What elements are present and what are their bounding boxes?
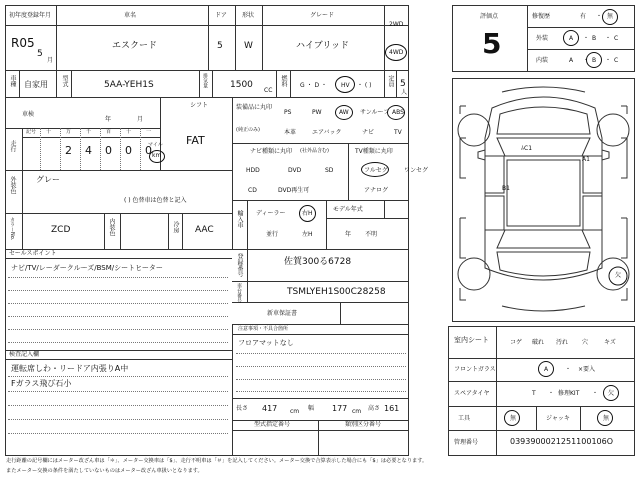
- first-reg-label: 初年度登録年月: [9, 12, 52, 19]
- registration-number: 佐賀300る6728: [284, 257, 352, 267]
- width-value: 177: [332, 404, 348, 413]
- length-value: 417: [262, 404, 278, 413]
- handle-left: 左H: [302, 231, 313, 238]
- damage-mark-1: ﾑC1: [521, 145, 533, 152]
- spare-label: スペアタイヤ: [454, 390, 490, 397]
- grade-label: グレード: [310, 12, 335, 19]
- tools-none-circle: [504, 410, 520, 426]
- glass-replace: ×要入: [578, 366, 596, 373]
- import-parallel: 並行: [266, 231, 279, 238]
- fuel-options: G ・ D ・: [300, 82, 327, 89]
- import-label: 輸入車: [236, 210, 243, 228]
- mileage-digit-2: 0: [105, 144, 112, 157]
- repair-label: 修復歴: [532, 13, 551, 20]
- score-label: 評価点: [480, 13, 499, 20]
- exterior-grade-4: C: [614, 35, 619, 42]
- mgmt-number: 0393900021251100106O: [510, 437, 614, 446]
- mileage-digit-1: 4: [85, 144, 92, 157]
- interior-grade-4: C: [614, 57, 619, 64]
- damage-mark-2: A1: [582, 156, 590, 163]
- displacement: 1500: [230, 80, 253, 90]
- inspector-line-1: 運転席しわ・リードア内張りA中: [11, 364, 129, 373]
- sales-point-label: セールスポイント: [9, 250, 57, 257]
- nav-title: ナビ種類に丸印: [250, 148, 293, 155]
- displacement-label: 排気量: [202, 73, 208, 88]
- tv-item-0: フルセグ: [364, 167, 388, 174]
- repair-sep: ・: [596, 13, 603, 20]
- new-warranty: 新車保証書: [267, 310, 298, 317]
- model-year-unit: 年: [345, 231, 352, 238]
- nav-item-b-1: DVD再生可: [278, 187, 310, 194]
- km-circle: [149, 150, 165, 163]
- seat-item-0: コゲ: [510, 339, 523, 346]
- handle-right: 右H: [302, 210, 313, 217]
- equipment-item-0: PS: [284, 109, 292, 116]
- model-year-label: モデル年式: [333, 206, 363, 213]
- spare-missing-circle: [603, 385, 619, 401]
- caution-label: 注意事項・不具合箇所: [238, 326, 289, 332]
- fuel-selected: HV: [341, 82, 350, 89]
- doors-label: ドア: [215, 12, 227, 19]
- class-number-label: 類別区分番号: [345, 421, 382, 428]
- fuel-other: ・ ( ): [357, 82, 372, 89]
- inspection-month: 月: [137, 116, 144, 123]
- equipment-item-b-0: 本革: [284, 129, 297, 136]
- jack-label: ジャッキ: [546, 415, 570, 422]
- model-year-unknown: 不明: [365, 231, 378, 238]
- equipment-item-3: サンルーフ: [360, 109, 390, 116]
- footer-note-1: 走行距離の記号欄にはメーター改ざん車は「＊」、メーター交換車は「$」、走行不明車は「＃」を記入してください。メーター交換で合算表示した場合にも「$」は必要となります。: [6, 458, 428, 464]
- car-name-label: 車名: [124, 12, 137, 19]
- drive-4wd-circle: [385, 44, 407, 61]
- seats-label: 室内シート: [454, 336, 489, 344]
- month-unit: 月: [47, 57, 54, 64]
- mileage-digit-3: 0: [125, 144, 132, 157]
- usage-label: 車種: [9, 75, 16, 87]
- fuel-hv-circle: [335, 76, 355, 93]
- glass-a-circle: [538, 361, 554, 377]
- chassis-label: 車台番号: [236, 283, 242, 303]
- spare-kit: 修理KIT: [558, 390, 580, 397]
- capacity-label: 定員: [387, 75, 394, 87]
- height-label: 高さ: [368, 405, 381, 412]
- interior-grade-3: ・: [605, 57, 612, 64]
- first-reg-month: 5: [37, 49, 43, 59]
- equipment-item-2: AW: [339, 109, 349, 116]
- interior-b-circle: [586, 52, 602, 68]
- import-dealer: ディーラー: [256, 210, 286, 217]
- mileage-unit-0: 記号: [26, 129, 37, 135]
- repaint-note: ( ) 色替車は色替と記入: [124, 197, 187, 204]
- model: 5AA-YEH1S: [104, 80, 154, 90]
- width-unit: cm: [352, 408, 362, 415]
- tv-title: TV種類に丸印: [355, 148, 393, 155]
- interior-color-label: 内装色: [108, 218, 115, 236]
- caution-text: フロアマットなし: [238, 339, 294, 347]
- seat-item-4: キズ: [604, 339, 616, 346]
- fuel-label: 燃料: [280, 75, 287, 87]
- equipment-subtitle: (純正のみ): [236, 127, 260, 133]
- glass-a: A: [544, 366, 549, 373]
- inspection-year: 年: [105, 116, 112, 123]
- spare-sep1: ・: [548, 390, 555, 397]
- exterior-a-circle: [563, 30, 579, 46]
- registration-label: 登録番号: [236, 253, 243, 277]
- spare-missing: 欠: [608, 390, 615, 397]
- shift-label: シフト: [190, 102, 209, 109]
- seat-item-1: 破れ: [532, 339, 545, 346]
- spare-t: T: [532, 390, 536, 397]
- nav-item-b-0: CD: [248, 187, 257, 194]
- inspector-line-2: Fガラス飛び石小: [11, 379, 72, 388]
- mile-label: マイル: [148, 142, 163, 148]
- interior-grade-2: B: [592, 57, 597, 64]
- ac-value: AAC: [195, 225, 214, 235]
- exterior-grade-label: 外装: [536, 35, 549, 42]
- interior-grade-1: ・: [583, 57, 590, 64]
- color-no: ZCD: [51, 225, 71, 235]
- exterior-grade-1: ・: [583, 35, 590, 42]
- mgmt-label: 管理番号: [454, 439, 479, 446]
- jack-value: 無: [603, 415, 610, 422]
- mileage-unit-1: 十: [46, 129, 52, 135]
- seat-item-3: 穴: [582, 339, 589, 346]
- nav-item-0: HDD: [246, 167, 260, 174]
- type-designation-label: 型式指定番号: [254, 421, 291, 428]
- mileage-unit-2: 万: [66, 129, 72, 135]
- mileage-unit-5: 十: [126, 129, 132, 135]
- handle-right-circle: [299, 205, 316, 222]
- ac-label: 冷房: [172, 221, 179, 233]
- shape-label: 形状: [242, 12, 255, 19]
- first-reg-year: R05: [11, 36, 35, 50]
- spare-sep2: ・: [592, 390, 599, 397]
- tv-item-b-0: アナログ: [364, 187, 389, 194]
- model-label: 型式: [61, 75, 68, 87]
- glass-sep: ・: [565, 366, 572, 373]
- tools-value: 無: [510, 415, 517, 422]
- mileage-unit-4: 百: [106, 129, 112, 135]
- interior-grade-0: A: [569, 57, 574, 64]
- nav-sub: (社外品含む): [300, 148, 329, 154]
- glass-label: フロントガラス: [454, 366, 496, 373]
- drive-4wd: 4WD: [389, 49, 404, 56]
- mileage-label: 走行: [9, 140, 16, 152]
- fullseg-circle: [361, 162, 389, 177]
- doors: 5: [217, 41, 223, 51]
- aw-circle: [335, 105, 353, 120]
- capacity: 5: [400, 79, 406, 89]
- chassis-number: TSMLYEH1S00C28258: [287, 287, 386, 297]
- length-label: 長さ: [236, 405, 249, 412]
- car-damage-diagram: [452, 78, 635, 322]
- equipment-item-1: PW: [312, 109, 322, 116]
- equipment-item-b-2: ナビ: [362, 129, 375, 136]
- equipment-title: 装備品に丸印: [236, 104, 273, 111]
- capacity-unit: 人: [401, 89, 408, 96]
- equipment-item-b-3: TV: [394, 129, 402, 136]
- nav-item-1: DVD: [288, 167, 302, 174]
- damage-mark-3: B1: [502, 185, 510, 192]
- exterior-grade-2: B: [592, 35, 597, 42]
- width-label: 幅: [308, 405, 315, 412]
- inspector-label: 検査記入欄: [9, 351, 40, 358]
- grade: ハイブリッド: [296, 41, 350, 51]
- km-label: km: [152, 152, 162, 159]
- exterior-grade-3: ・: [605, 35, 612, 42]
- exterior-label: 外装色: [9, 176, 16, 194]
- footer-note-2: またメーター交換の条件を満たしていないものはメーター改ざん車扱いとなります。: [6, 468, 203, 474]
- car-name: エスクード: [112, 41, 158, 51]
- mileage-digit-4: 0: [145, 144, 152, 157]
- repair-no-circle: [602, 9, 618, 25]
- exterior-color: グレー: [36, 175, 60, 184]
- length-unit: cm: [290, 408, 300, 415]
- mileage-unit-3: 千: [86, 129, 92, 135]
- equipment-item-4: ABS: [392, 109, 404, 116]
- seat-item-2: 汚れ: [556, 339, 569, 346]
- color-no-label: カラーNo.: [9, 217, 15, 241]
- equipment-item-b-1: エアバック: [312, 129, 342, 136]
- interior-grade-label: 内装: [536, 57, 549, 64]
- damage-mark-5: 欠: [615, 272, 622, 279]
- sales-point-text: ナビ/TV/レーダークルーズ/BSM/シートヒーター: [11, 264, 163, 272]
- tools-label: 工具: [458, 415, 471, 422]
- shift-value: FAT: [186, 134, 205, 147]
- tv-item-1: ワンセグ: [404, 167, 429, 174]
- usage: 自家用: [24, 80, 48, 89]
- score-value: 5: [482, 27, 502, 60]
- nav-item-2: SD: [325, 167, 334, 174]
- mileage-digit-0: 2: [65, 144, 72, 157]
- height-value-2: 161: [384, 404, 400, 413]
- inspection-label: 車検: [22, 111, 35, 118]
- mileage-unit-6: 一: [146, 129, 152, 135]
- repair-no: 無: [607, 13, 614, 20]
- drive-2wd: 2WD: [389, 21, 404, 28]
- jack-none-circle: [597, 410, 613, 426]
- repair-yes: 有: [580, 13, 587, 20]
- exterior-grade-0: A: [569, 35, 574, 42]
- cc-unit: CC: [264, 87, 273, 94]
- shape: W: [244, 41, 253, 51]
- abs-circle: [387, 105, 405, 120]
